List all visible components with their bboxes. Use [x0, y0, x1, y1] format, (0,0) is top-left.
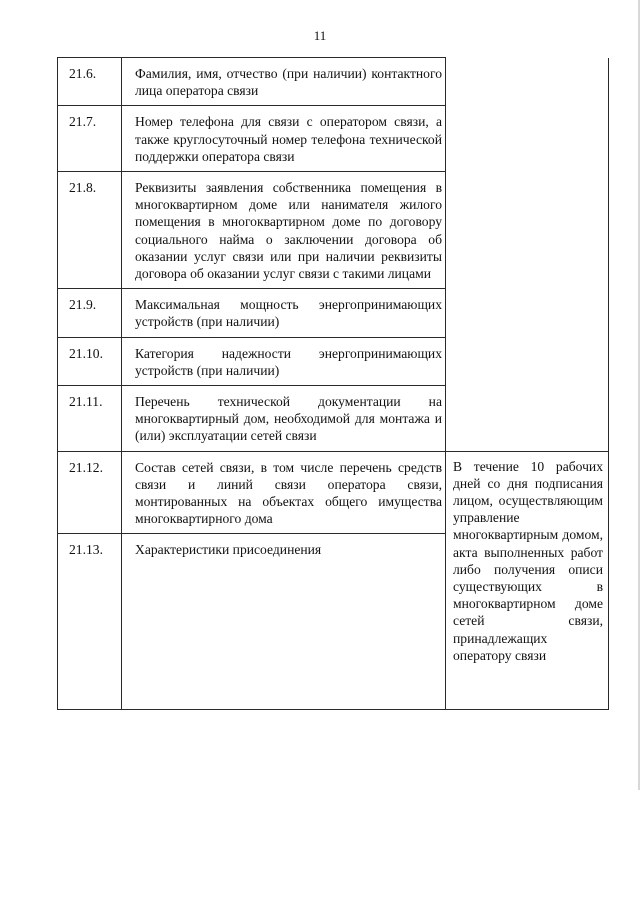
row-description: Максимальная мощность энергопринимающих устройств (при наличии) [122, 289, 446, 337]
row-description: Фамилия, имя, отчество (при наличии) контактного лица оператора связи [122, 58, 446, 106]
row-number: 21.9. [58, 289, 122, 337]
row-number: 21.12. [58, 451, 122, 534]
term-cell [446, 451, 609, 710]
row-number: 21.11. [58, 386, 122, 452]
page-number: 11 [313, 28, 327, 43]
row-description: Характеристики присоединения [122, 534, 446, 710]
table-row [58, 58, 609, 106]
row-description: Перечень технической документации на многоквартирный дом, необходимой для монтажа и (или) эксплуатации сетей связи [122, 386, 446, 452]
row-description: Категория надежности энергопринимающих устройств (при наличии) [122, 337, 446, 385]
row-number: 21.13. [58, 534, 122, 710]
term-cell-empty [446, 58, 609, 452]
row-description: Реквизиты заявления собственника помещения в многоквартирном доме или нанимателя жилого помещения в многоквартирном доме по договору социального найма о заключении договора об оказании услуг связи или при наличии реквизиты договора об оказании услуг связи с такими лицами [122, 172, 446, 289]
term-text: В течение 10 рабочих дней со дня подписания лицом, осуществляющим управление многоквартирным домом, акта выполненных работ либо получения описи существующих в многоквартирном доме сетей связи, принадлежащих оператору связи [453, 458, 603, 663]
row-description: Номер телефона для связи с оператором связи, а также круглосуточный номер телефона технической поддержки оператора связи [122, 106, 446, 172]
row-number: 21.6. [58, 58, 122, 106]
table-row [58, 451, 609, 534]
row-description: Состав сетей связи, в том числе перечень средств связи и линий связи оператора связи, монтированных на объектах общего имущества многоквартирного дома [122, 451, 446, 534]
requirements-table [57, 57, 609, 710]
row-number: 21.8. [58, 172, 122, 289]
row-number: 21.7. [58, 106, 122, 172]
row-number: 21.10. [58, 337, 122, 385]
